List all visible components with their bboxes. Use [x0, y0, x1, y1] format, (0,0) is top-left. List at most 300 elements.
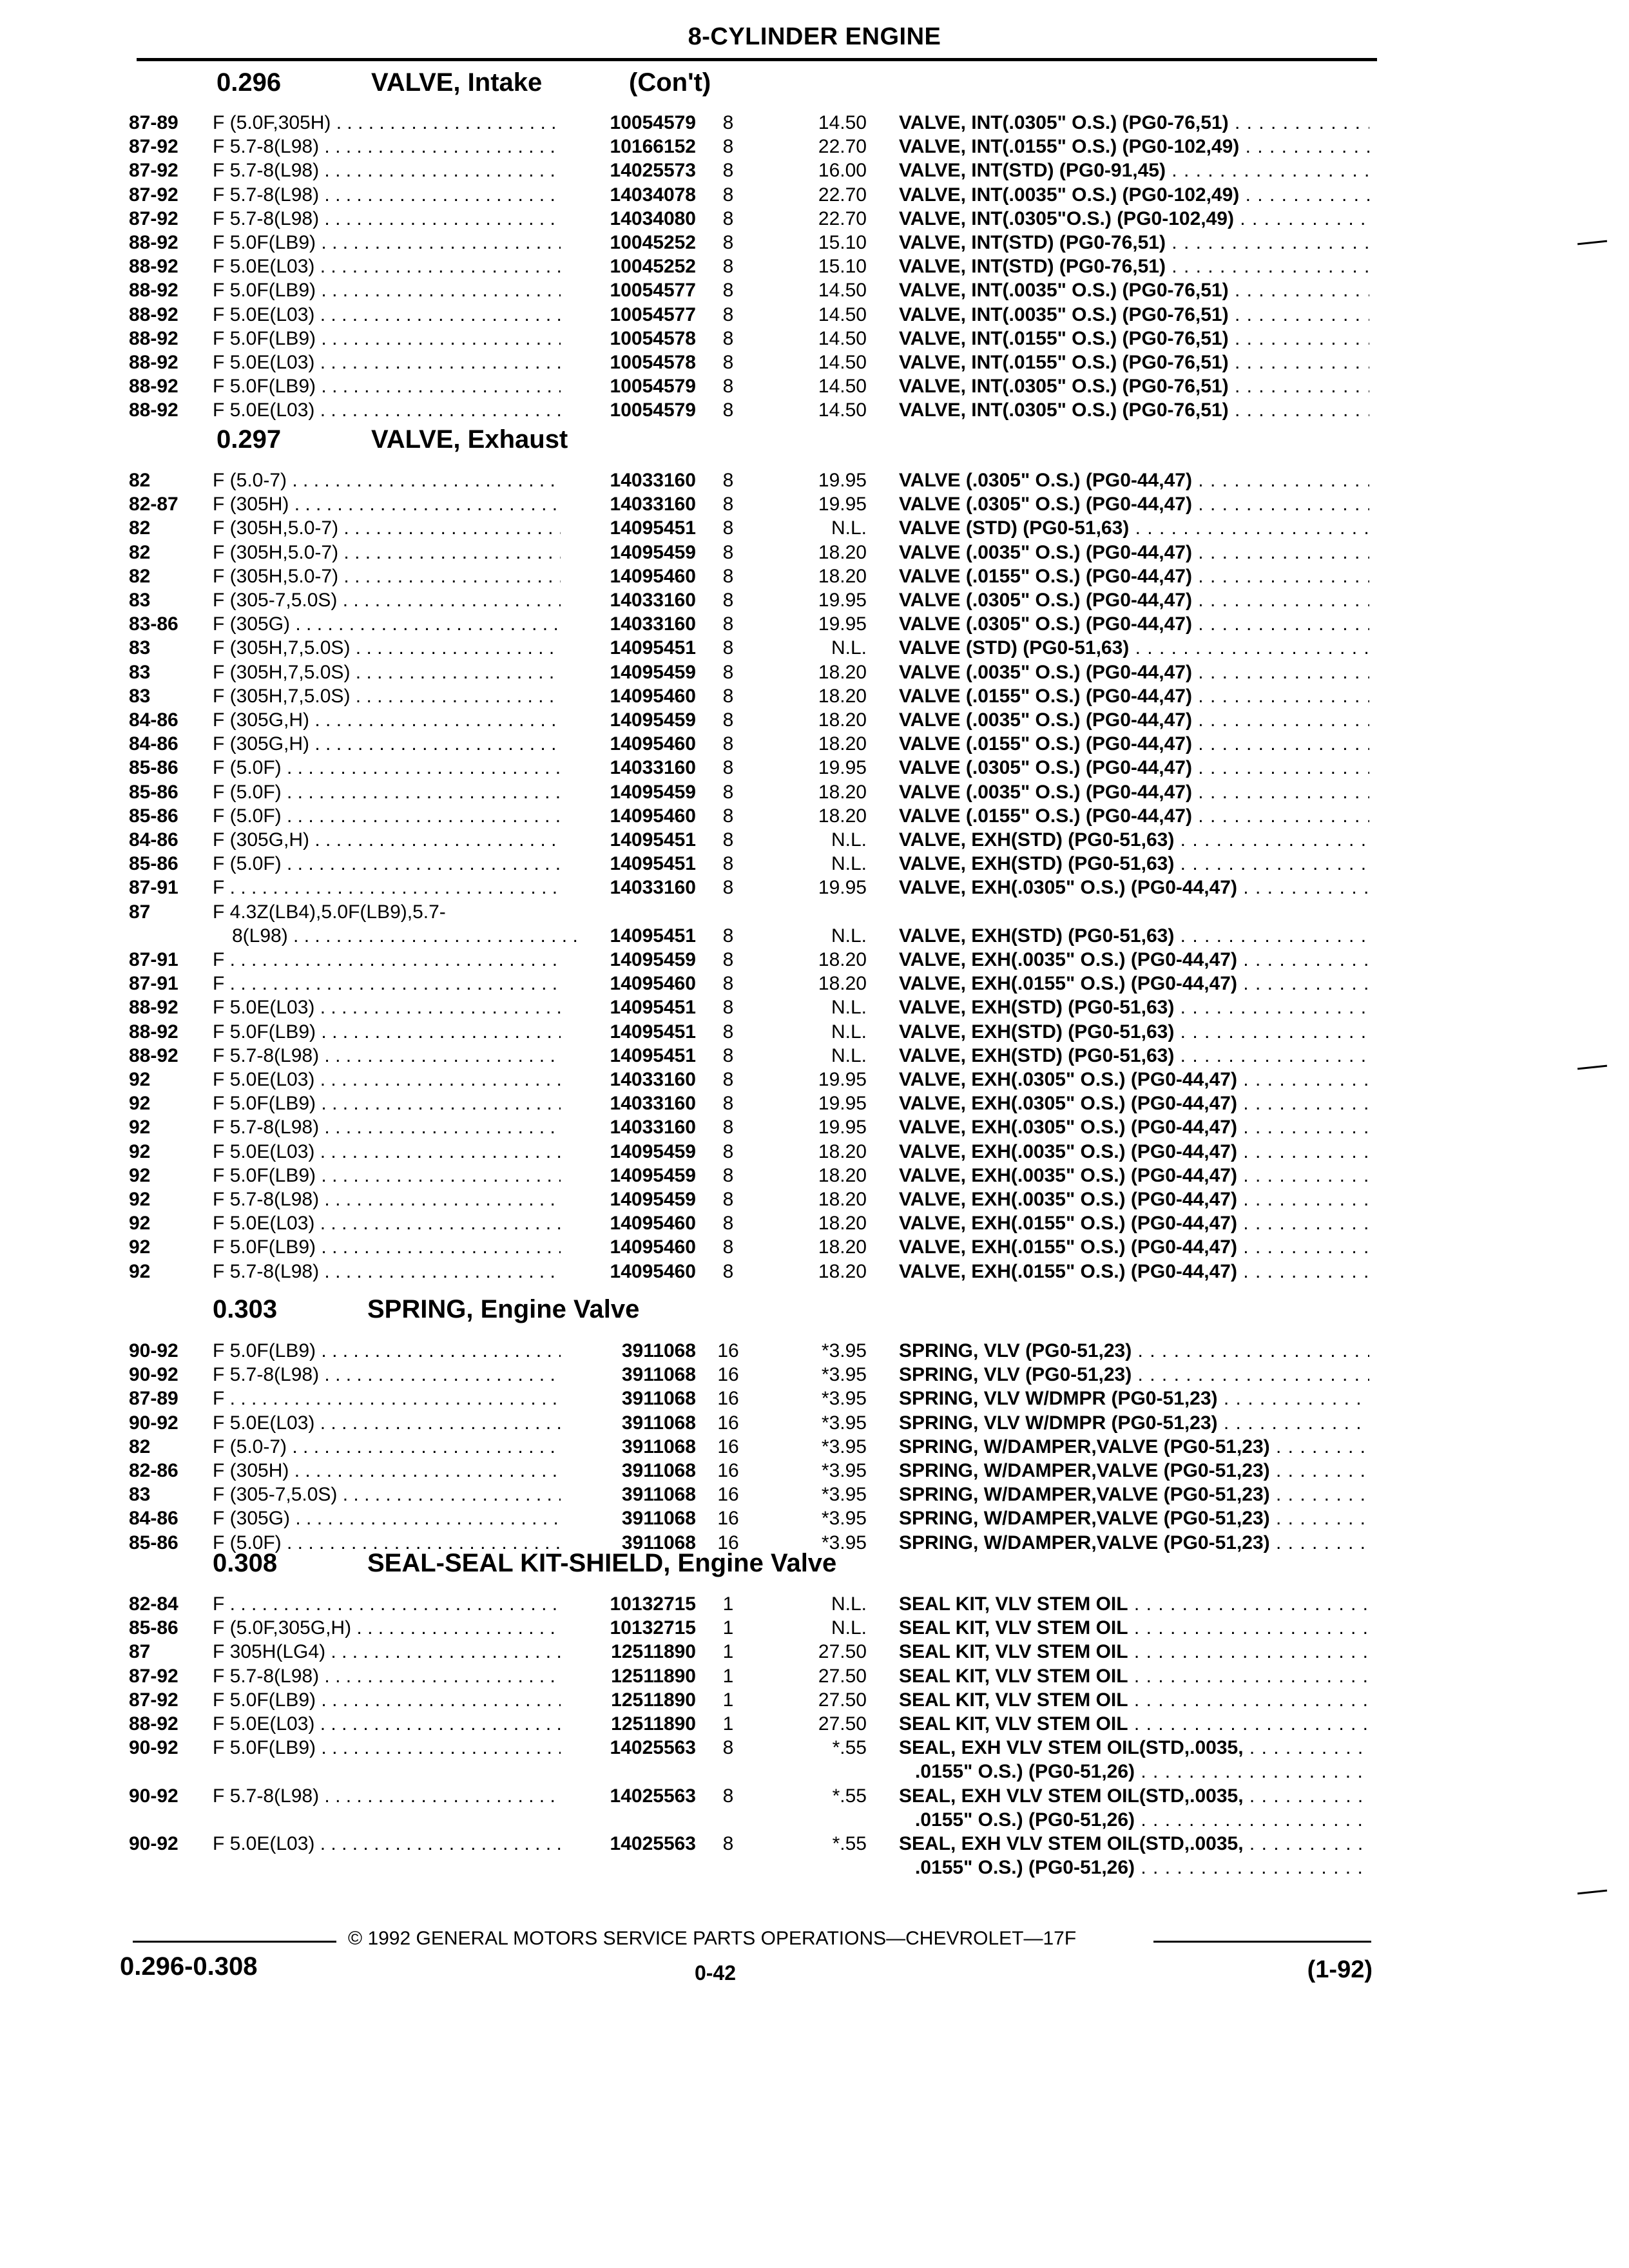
- model-years: 88-92: [129, 280, 178, 301]
- part-number: 14025563: [610, 1737, 696, 1758]
- application: F 4.3Z(LB4),5.0F(LB9),5.7-: [213, 901, 446, 923]
- parts-row: [0, 1164, 1629, 1187]
- parts-row: [0, 1616, 1629, 1640]
- part-number: 14095459: [610, 1141, 696, 1162]
- part-number: 3911068: [621, 1532, 696, 1553]
- quantity: 8: [722, 517, 734, 539]
- model-years: 85-86: [129, 1617, 178, 1639]
- model-years: 83: [129, 686, 151, 707]
- parts-row: [0, 1856, 1629, 1879]
- part-number: 14095459: [610, 542, 696, 563]
- item-description: VALVE (STD) (PG0-51,63) . . .: [899, 516, 1369, 540]
- model-years: 82: [129, 470, 151, 491]
- model-years: 90-92: [129, 1340, 178, 1361]
- part-number: 14033160: [610, 494, 696, 515]
- price: 16.00: [818, 160, 867, 181]
- application: F 5.0E(L03) . . .: [213, 1411, 561, 1435]
- quantity: 8: [722, 1189, 734, 1210]
- quantity: 8: [722, 1785, 734, 1807]
- price: *3.95: [821, 1460, 867, 1481]
- price: 18.20: [818, 1236, 867, 1258]
- parts-row: [0, 468, 1629, 492]
- part-number: 3911068: [621, 1388, 696, 1409]
- quantity: 8: [722, 925, 734, 947]
- part-number: 14095459: [610, 782, 696, 803]
- item-description: .0155" O.S.) (PG0-51,26) . . .: [915, 1808, 1369, 1832]
- price: 19.95: [818, 470, 867, 491]
- part-number: 3911068: [621, 1436, 696, 1457]
- application: F 5.0E(L03) . . .: [213, 1068, 561, 1091]
- quantity: 16: [717, 1460, 739, 1481]
- part-number: 14095460: [610, 566, 696, 587]
- section-title: VALVE, Exhaust: [371, 425, 568, 454]
- item-description: VALVE, INT(.0305"O.S.) (PG0-102,49) . . .: [899, 207, 1369, 231]
- part-number: 14095460: [610, 686, 696, 707]
- price: *3.95: [821, 1364, 867, 1385]
- parts-row: [0, 1339, 1629, 1363]
- model-years: 92: [129, 1141, 151, 1162]
- item-description: VALVE, EXH(.0155" O.S.) (PG0-44,47) . . .: [899, 972, 1369, 995]
- part-number: 3911068: [621, 1508, 696, 1529]
- footer-revision-date: (1-92): [1307, 1956, 1373, 1983]
- price: 19.95: [818, 757, 867, 778]
- model-years: 87: [129, 901, 151, 923]
- model-years: 88-92: [129, 232, 178, 253]
- application: F 5.7-8(L98) . . .: [213, 135, 561, 159]
- price: 19.95: [818, 1117, 867, 1138]
- application: F 5.0F(LB9) . . .: [213, 374, 561, 398]
- parts-row: [0, 780, 1629, 804]
- quantity: 8: [722, 184, 734, 206]
- price: 14.50: [818, 112, 867, 133]
- item-description: VALVE, INT(.0305" O.S.) (PG0-76,51) . . .: [899, 111, 1369, 135]
- model-years: 84-86: [129, 733, 178, 754]
- application: F 5.0E(L03) . . .: [213, 1712, 561, 1736]
- item-description: VALVE (.0305" O.S.) (PG0-44,47) . . .: [899, 756, 1369, 780]
- quantity: 16: [717, 1340, 739, 1361]
- part-number: 14095451: [610, 997, 696, 1018]
- quantity: 16: [717, 1412, 739, 1434]
- part-number: 14095451: [610, 925, 696, 947]
- quantity: 16: [717, 1532, 739, 1553]
- item-description: SPRING, W/DAMPER,VALVE (PG0-51,23) . . .: [899, 1459, 1369, 1483]
- item-description: VALVE, EXH(STD) (PG0-51,63) . . .: [899, 1020, 1369, 1044]
- item-description: SEAL KIT, VLV STEM OIL . . .: [899, 1640, 1369, 1664]
- part-number: 14095451: [610, 517, 696, 539]
- item-description: VALVE (.0035" O.S.) (PG0-44,47) . . .: [899, 541, 1369, 564]
- parts-row: [0, 1664, 1629, 1688]
- price: 14.50: [818, 304, 867, 325]
- parts-row: [0, 660, 1629, 684]
- part-number: 14033160: [610, 757, 696, 778]
- part-number: 14025563: [610, 1785, 696, 1807]
- parts-row: [0, 852, 1629, 876]
- quantity: 8: [722, 1737, 734, 1758]
- price: 27.50: [818, 1713, 867, 1735]
- item-description: VALVE, INT(STD) (PG0-76,51) . . .: [899, 231, 1369, 255]
- part-number: 10054577: [610, 304, 696, 325]
- parts-row: [0, 327, 1629, 351]
- model-years: 84-86: [129, 709, 178, 731]
- item-description: VALVE (.0155" O.S.) (PG0-44,47) . . .: [899, 732, 1369, 756]
- item-description: VALVE (.0155" O.S.) (PG0-44,47) . . .: [899, 564, 1369, 588]
- application: F (5.0F,305H) . . .: [213, 111, 561, 135]
- item-description: VALVE, INT(.0155" O.S.) (PG0-76,51) . . .: [899, 351, 1369, 374]
- quantity: 8: [722, 709, 734, 731]
- item-description: VALVE (.0305" O.S.) (PG0-44,47) . . .: [899, 468, 1369, 492]
- price: 18.20: [818, 782, 867, 803]
- price: 22.70: [818, 208, 867, 229]
- model-years: 83: [129, 662, 151, 683]
- price: 18.20: [818, 662, 867, 683]
- part-number: 14095451: [610, 1021, 696, 1043]
- quantity: 8: [722, 1165, 734, 1186]
- application: F 5.0E(L03) . . .: [213, 1832, 561, 1856]
- item-description: VALVE, EXH(STD) (PG0-51,63) . . .: [899, 1044, 1369, 1068]
- model-years: 84-86: [129, 1508, 178, 1529]
- part-number: 14095459: [610, 709, 696, 731]
- item-description: SEAL, EXH VLV STEM OIL(STD,.0035, . . .: [899, 1832, 1369, 1856]
- parts-row: [0, 876, 1629, 899]
- parts-row: [0, 278, 1629, 302]
- item-description: .0155" O.S.) (PG0-51,26) . . .: [915, 1760, 1369, 1783]
- quantity: 8: [722, 256, 734, 277]
- model-years: 83-86: [129, 613, 178, 635]
- quantity: 8: [722, 1261, 734, 1282]
- model-years: 87: [129, 1641, 151, 1662]
- quantity: 8: [722, 542, 734, 563]
- parts-row: [0, 1387, 1629, 1410]
- item-description: VALVE, EXH(.0305" O.S.) (PG0-44,47) . . .: [899, 1115, 1369, 1139]
- item-description: SPRING, VLV (PG0-51,23) . . .: [899, 1339, 1369, 1363]
- item-description: SEAL, EXH VLV STEM OIL(STD,.0035, . . .: [899, 1784, 1369, 1808]
- application: F (305H) . . .: [213, 492, 561, 516]
- model-years: 90-92: [129, 1785, 178, 1807]
- parts-row: [0, 1411, 1629, 1435]
- price: 18.20: [818, 1261, 867, 1282]
- price: N.L.: [831, 1021, 867, 1043]
- application: F (305G,H) . . .: [213, 708, 561, 732]
- quantity: 8: [722, 613, 734, 635]
- parts-row: [0, 1736, 1629, 1760]
- price: N.L.: [831, 1617, 867, 1639]
- part-number: 3911068: [621, 1412, 696, 1434]
- price: N.L.: [831, 853, 867, 874]
- application: F 5.0E(L03) . . .: [213, 995, 561, 1019]
- item-description: VALVE, EXH(STD) (PG0-51,63) . . .: [899, 828, 1369, 852]
- parts-row: [0, 1688, 1629, 1712]
- item-description: SEAL, EXH VLV STEM OIL(STD,.0035, . . .: [899, 1736, 1369, 1760]
- model-years: 83: [129, 590, 151, 611]
- application: F (305G) . . .: [213, 612, 561, 636]
- part-number: 12511890: [611, 1689, 696, 1711]
- item-description: VALVE, EXH(.0035" O.S.) (PG0-44,47) . . .: [899, 1187, 1369, 1211]
- item-description: VALVE (.0035" O.S.) (PG0-44,47) . . .: [899, 780, 1369, 804]
- part-number: 14095460: [610, 1213, 696, 1234]
- application: F . . .: [213, 972, 561, 995]
- application: F 5.7-8(L98) . . .: [213, 159, 561, 182]
- model-years: 87-91: [129, 973, 178, 994]
- quantity: 1: [722, 1617, 734, 1639]
- footer-rule-left: [133, 1941, 336, 1943]
- price: N.L.: [831, 1593, 867, 1615]
- price: 18.20: [818, 733, 867, 754]
- price: 14.50: [818, 376, 867, 397]
- section-number: 0.297: [217, 425, 282, 454]
- quantity: 8: [722, 1236, 734, 1258]
- parts-row: [0, 1435, 1629, 1459]
- price: 19.95: [818, 590, 867, 611]
- part-number: 12511890: [611, 1641, 696, 1662]
- page-title: 8-CYLINDER ENGINE: [688, 23, 941, 50]
- footer-rule-right: [1153, 1941, 1371, 1943]
- application: F 5.7-8(L98) . . .: [213, 1115, 561, 1139]
- model-years: 82: [129, 1436, 151, 1457]
- model-years: 88-92: [129, 376, 178, 397]
- model-years: 88-92: [129, 997, 178, 1018]
- model-years: 90-92: [129, 1737, 178, 1758]
- quantity: 8: [722, 877, 734, 898]
- model-years: 88-92: [129, 304, 178, 325]
- model-years: 90-92: [129, 1364, 178, 1385]
- price: 18.20: [818, 566, 867, 587]
- item-description: VALVE, INT(.0155" O.S.) (PG0-76,51) . . .: [899, 327, 1369, 351]
- application: F (305H,5.0-7) . . .: [213, 541, 561, 564]
- parts-row: [0, 231, 1629, 255]
- quantity: 8: [722, 376, 734, 397]
- price: 18.20: [818, 805, 867, 827]
- application: F 5.0F(LB9) . . .: [213, 278, 561, 302]
- quantity: 8: [722, 805, 734, 827]
- item-description: VALVE, INT(.0155" O.S.) (PG0-102,49) . . .: [899, 135, 1369, 159]
- quantity: 1: [722, 1713, 734, 1735]
- parts-row: [0, 351, 1629, 374]
- part-number: 14095451: [610, 853, 696, 874]
- item-description: VALVE, EXH(STD) (PG0-51,63) . . .: [899, 995, 1369, 1019]
- price: *3.95: [821, 1484, 867, 1505]
- parts-row: [0, 1020, 1629, 1044]
- item-description: SPRING, W/DAMPER,VALVE (PG0-51,23) . . .: [899, 1435, 1369, 1459]
- price: 22.70: [818, 184, 867, 206]
- item-description: .0155" O.S.) (PG0-51,26) . . .: [915, 1856, 1369, 1879]
- parts-row: [0, 828, 1629, 852]
- model-years: 92: [129, 1165, 151, 1186]
- application: F (5.0F) . . .: [213, 780, 561, 804]
- item-description: VALVE (STD) (PG0-51,63) . . .: [899, 636, 1369, 660]
- part-number: 14095460: [610, 805, 696, 827]
- model-years: 88-92: [129, 328, 178, 349]
- part-number: 14033160: [610, 1069, 696, 1090]
- part-number: 10054579: [610, 112, 696, 133]
- part-number: 14095459: [610, 949, 696, 970]
- quantity: 8: [722, 399, 734, 421]
- item-description: SPRING, W/DAMPER,VALVE (PG0-51,23) . . .: [899, 1531, 1369, 1555]
- section-header: [217, 425, 1183, 456]
- item-description: VALVE, EXH(.0035" O.S.) (PG0-44,47) . . .: [899, 948, 1369, 972]
- model-years: 88-92: [129, 256, 178, 277]
- quantity: 8: [722, 1021, 734, 1043]
- parts-row: [0, 1140, 1629, 1164]
- item-description: VALVE, EXH(.0155" O.S.) (PG0-44,47) . . .: [899, 1235, 1369, 1259]
- price: 14.50: [818, 328, 867, 349]
- quantity: 8: [722, 232, 734, 253]
- section-continued: (Con't): [629, 68, 711, 97]
- quantity: 16: [717, 1436, 739, 1457]
- application: F (305G) . . .: [213, 1506, 561, 1530]
- application: F (5.0F) . . .: [213, 756, 561, 780]
- part-number: 14095459: [610, 662, 696, 683]
- parts-row: [0, 1808, 1629, 1832]
- price: 18.20: [818, 1141, 867, 1162]
- application: F (305G,H) . . .: [213, 732, 561, 756]
- quantity: 8: [722, 686, 734, 707]
- application: F (5.0F) . . .: [213, 1531, 561, 1555]
- model-years: 82: [129, 542, 151, 563]
- parts-row: [0, 303, 1629, 327]
- application: F (305-7,5.0S) . . .: [213, 1483, 561, 1506]
- price: 18.20: [818, 1189, 867, 1210]
- item-description: VALVE, EXH(.0035" O.S.) (PG0-44,47) . . .: [899, 1140, 1369, 1164]
- part-number: 14033160: [610, 1093, 696, 1114]
- item-description: VALVE, EXH(.0305" O.S.) (PG0-44,47) . . .: [899, 876, 1369, 899]
- item-description: VALVE, INT(.0035" O.S.) (PG0-76,51) . . .: [899, 303, 1369, 327]
- application: F 5.0F(LB9) . . .: [213, 1020, 561, 1044]
- quantity: 8: [722, 733, 734, 754]
- section-title: VALVE, Intake: [371, 68, 543, 97]
- part-number: 10132715: [610, 1617, 696, 1639]
- application: F 5.7-8(L98) . . .: [213, 207, 561, 231]
- application: F (5.0F,305G,H) . . .: [213, 1616, 561, 1640]
- application: F . . .: [213, 1592, 561, 1616]
- parts-row: [0, 1760, 1629, 1783]
- parts-row: [0, 804, 1629, 828]
- model-years: 92: [129, 1213, 151, 1234]
- application: F (305H,5.0-7) . . .: [213, 564, 561, 588]
- parts-row: [0, 1091, 1629, 1115]
- quantity: 8: [722, 494, 734, 515]
- model-years: 92: [129, 1236, 151, 1258]
- section-title: SPRING, Engine Valve: [367, 1295, 640, 1323]
- parts-row: [0, 995, 1629, 1019]
- part-number: 14095459: [610, 1165, 696, 1186]
- part-number: 14025563: [610, 1833, 696, 1854]
- quantity: 8: [722, 1093, 734, 1114]
- item-description: VALVE, EXH(.0155" O.S.) (PG0-44,47) . . .: [899, 1211, 1369, 1235]
- price: *.55: [832, 1833, 867, 1854]
- part-number: 14033160: [610, 877, 696, 898]
- application: F 5.0F(LB9) . . .: [213, 231, 561, 255]
- application: F 5.0E(L03) . . .: [213, 1140, 561, 1164]
- quantity: 8: [722, 757, 734, 778]
- model-years: 88-92: [129, 352, 178, 373]
- price: 18.20: [818, 1165, 867, 1186]
- item-description: VALVE (.0035" O.S.) (PG0-44,47) . . .: [899, 660, 1369, 684]
- parts-row: [0, 1483, 1629, 1506]
- quantity: 16: [717, 1388, 739, 1409]
- part-number: 10054577: [610, 280, 696, 301]
- item-description: VALVE, INT(.0305" O.S.) (PG0-76,51) . . .: [899, 398, 1369, 422]
- footer-copyright: © 1992 GENERAL MOTORS SERVICE PARTS OPERATIONS—CHEVROLET—17F: [348, 1928, 1077, 1949]
- quantity: 16: [717, 1484, 739, 1505]
- part-number: 14034078: [610, 184, 696, 206]
- application: F (305H,7,5.0S) . . .: [213, 660, 561, 684]
- application: F 5.0F(LB9) . . .: [213, 1339, 561, 1363]
- application: F 5.0F(LB9) . . .: [213, 327, 561, 351]
- parts-row: [0, 636, 1629, 660]
- parts-row: [0, 207, 1629, 231]
- item-description: SEAL KIT, VLV STEM OIL . . .: [899, 1712, 1369, 1736]
- application: F . . .: [213, 948, 561, 972]
- part-number: 14033160: [610, 613, 696, 635]
- price: N.L.: [831, 829, 867, 850]
- item-description: SPRING, VLV W/DMPR (PG0-51,23) . . .: [899, 1411, 1369, 1435]
- model-years: 84-86: [129, 829, 178, 850]
- parts-row: [0, 255, 1629, 278]
- item-description: SEAL KIT, VLV STEM OIL . . .: [899, 1616, 1369, 1640]
- model-years: 87-92: [129, 184, 178, 206]
- footer-section-range: 0.296-0.308: [120, 1952, 258, 1981]
- model-years: 92: [129, 1189, 151, 1210]
- application: F 5.0F(LB9) . . .: [213, 1235, 561, 1259]
- parts-row: [0, 756, 1629, 780]
- application: F 5.0F(LB9) . . .: [213, 1091, 561, 1115]
- item-description: VALVE, EXH(.0155" O.S.) (PG0-44,47) . . .: [899, 1260, 1369, 1283]
- application: F 5.0F(LB9) . . .: [213, 1688, 561, 1712]
- price: N.L.: [831, 637, 867, 658]
- part-number: 14095451: [610, 637, 696, 658]
- quantity: 8: [722, 208, 734, 229]
- item-description: VALVE (.0305" O.S.) (PG0-44,47) . . .: [899, 492, 1369, 516]
- item-description: VALVE (.0155" O.S.) (PG0-44,47) . . .: [899, 684, 1369, 708]
- section-number: 0.303: [213, 1295, 278, 1323]
- part-number: 14034080: [610, 208, 696, 229]
- part-number: 14095451: [610, 829, 696, 850]
- model-years: 88-92: [129, 1021, 178, 1043]
- price: *3.95: [821, 1388, 867, 1409]
- quantity: 1: [722, 1593, 734, 1615]
- parts-row: [0, 1459, 1629, 1483]
- quantity: 8: [722, 590, 734, 611]
- item-description: SPRING, VLV (PG0-51,23) . . .: [899, 1363, 1369, 1387]
- model-years: 88-92: [129, 1713, 178, 1735]
- section-number: 0.296: [217, 68, 282, 97]
- part-number: 10054578: [610, 352, 696, 373]
- model-years: 87-92: [129, 136, 178, 157]
- model-years: 87-89: [129, 1388, 178, 1409]
- quantity: 8: [722, 997, 734, 1018]
- part-number: 14095459: [610, 1189, 696, 1210]
- part-number: 10054578: [610, 328, 696, 349]
- parts-row: [0, 1115, 1629, 1139]
- parts-row: [0, 612, 1629, 636]
- item-description: VALVE (.0035" O.S.) (PG0-44,47) . . .: [899, 708, 1369, 732]
- item-description: VALVE (.0305" O.S.) (PG0-44,47) . . .: [899, 612, 1369, 636]
- part-number: 12511890: [611, 1666, 696, 1687]
- price: 15.10: [818, 256, 867, 277]
- price: *3.95: [821, 1508, 867, 1529]
- application: F (305G,H) . . .: [213, 828, 561, 852]
- item-description: VALVE, INT(.0305" O.S.) (PG0-76,51) . . .: [899, 374, 1369, 398]
- parts-row: [0, 1260, 1629, 1283]
- quantity: 16: [717, 1508, 739, 1529]
- model-years: 87-92: [129, 1689, 178, 1711]
- item-description: SEAL KIT, VLV STEM OIL . . .: [899, 1592, 1369, 1616]
- application: F . . .: [213, 1387, 561, 1410]
- item-description: VALVE, INT(.0035" O.S.) (PG0-102,49) . . .: [899, 183, 1369, 207]
- parts-row: [0, 374, 1629, 398]
- section-number: 0.308: [213, 1549, 278, 1577]
- parts-row: [0, 972, 1629, 995]
